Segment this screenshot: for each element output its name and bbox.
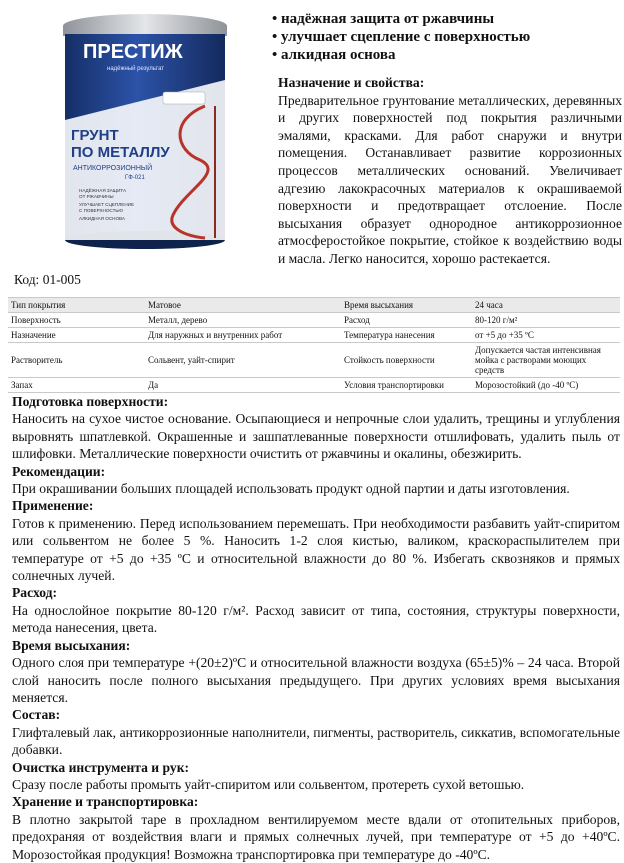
spec-cell: Металл, дерево: [145, 313, 341, 328]
section-text: Наносить на сухое чистое основание. Осыпающиеся и непрочные слои удалить, трещины и углубления выровнять шпатлевкой. Окрашенные и зашпатлеванные поверхности отшлифовать, удалить пыль от шлифовки. Металлические поверхности очистить от ржавчины и окалины, обезжирить.: [12, 411, 620, 462]
description-sections: [12, 393, 620, 863]
spec-cell: Температура нанесения: [341, 328, 472, 343]
spec-cell: 80-120 г/м²: [472, 313, 620, 328]
section-heading: Подготовка поверхности:: [12, 394, 169, 409]
product-can-image: [55, 10, 235, 250]
spec-cell: Растворитель: [8, 343, 145, 378]
feature-bullet: • алкидная основа: [272, 46, 622, 64]
can-subtitle: АНТИКОРРОЗИОННЫЙ: [73, 165, 153, 172]
can-feature: АЛКИДНАЯ ОСНОВА: [79, 216, 126, 221]
section-heading: Время высыхания:: [12, 637, 131, 653]
feature-bullets: [272, 10, 622, 64]
spec-cell: Назначение: [8, 328, 145, 343]
spec-cell: от +5 до +35 ºС: [472, 328, 620, 343]
section-text: Одного слоя при температуре +(20±2)ºС и относительной влажности воздуха (65±5)% – 24 часа. Второй слой наносить после полного высыхания предыдущего. При других условиях время высыхания меняется.: [12, 655, 620, 705]
spec-cell: Для наружных и внутренних работ: [145, 328, 341, 343]
spec-cell: Тип покрытия: [8, 298, 145, 313]
specs-table: [8, 297, 620, 393]
section-heading: Состав:: [12, 707, 61, 723]
spec-cell: 24 часа: [472, 298, 620, 313]
section-text: В плотно закрытой таре в прохладном вентилируемом месте вдали от отопительных приборов, предохраняя от воздействия влаги и прямых солнечных лучей, при температуре от +5 до +40ºС. Морозостойкая продукция! Возможна транспортировка при температуре до -40ºС.: [12, 811, 620, 862]
can-feature: УЛУЧШАЕТ СЦЕПЛЕНИЕ: [79, 202, 135, 207]
section-text: На однослойное покрытие 80-120 г/м². Расход зависит от типа, состояния, структуры поверхности, метода нанесения, цвета.: [12, 602, 620, 636]
can-code: ГФ-021: [125, 175, 145, 181]
section-heading: Рекомендации:: [12, 463, 106, 479]
section-heading: Расход:: [12, 585, 58, 601]
section-text: Готов к применению. Перед использованием перемешать. При необходимости разбавить уайт-спиритом или сольвентом не более 5 %. Наносить 1-2 слоя кистью, валиком, краскораспылителем при температуре от +5 до +35 ºС и относительной влажности до 80 %. Избегать сквозняков и прямых солнечных лучей.: [12, 515, 620, 584]
spec-row: [8, 313, 620, 328]
product-code: Код: 01-005: [14, 272, 81, 287]
spec-row: [8, 378, 620, 393]
section-text: При окрашивании больших площадей использовать продукт одной партии и даты изготовления.: [12, 481, 570, 497]
purpose-block: [278, 74, 622, 268]
spec-cell: Запах: [8, 378, 145, 393]
feature-bullet: • улучшает сцепление с поверхностью: [272, 28, 622, 46]
can-feature: НАДЁЖНАЯ ЗАЩИТА: [79, 188, 127, 193]
spec-cell: Да: [145, 378, 341, 393]
spec-row: [8, 298, 620, 313]
purpose-text: Предварительное грунтование металлических, деревянных и других поверхностей под покрытия различными эмалями, красками. Для работ снаружи и внутри помещения. Останавливает развитие коррозионных процессов металлических оснований. Увеличивает адгезию лакокрасочных материалов к окрашиваемой поверхности и предотвращает отслоение. После высыхания образует однородное антикоррозионное атмосферостойкое покрытие, стойкое к воздействию воды и масла. Легко наносится, хорошо растекается.: [278, 92, 622, 266]
can-feature: ОТ РЖАВЧИНЫ: [79, 194, 114, 199]
section-text: Глифталевый лак, антикоррозионные наполнители, пигменты, растворитель, сиккатив, вспомогательные добавки.: [12, 724, 620, 758]
spec-cell: Условия транспортировки: [341, 378, 472, 393]
can-title-line1: ГРУНТ: [71, 127, 119, 144]
feature-bullet: • надёжная защита от ржавчины: [272, 10, 622, 28]
spec-cell: Сольвент, уайт-спирит: [145, 343, 341, 378]
spec-cell: Время высыхания: [341, 298, 472, 313]
can-brand-tagline: надёжный результат: [107, 66, 165, 72]
purpose-heading: Назначение и свойства:: [278, 75, 425, 90]
section-text: Сразу после работы промыть уайт-спиритом или сольвентом, протереть сухой ветошью.: [12, 776, 525, 792]
spec-cell: Стойкость поверхности: [341, 343, 472, 378]
can-brand: ПРЕСТИЖ: [83, 41, 183, 63]
section-heading: Очистка инструмента и рук:: [12, 759, 190, 775]
spec-cell: Расход: [341, 313, 472, 328]
spec-row: [8, 343, 620, 378]
can-feature: С ПОВЕРХНОСТЬЮ: [79, 208, 124, 213]
spec-cell: Морозостойкий (до -40 ºС): [472, 378, 620, 393]
spec-cell: Поверхность: [8, 313, 145, 328]
spec-row: [8, 328, 620, 343]
can-title-line2: ПО МЕТАЛЛУ: [71, 144, 170, 161]
spec-cell: Матовое: [145, 298, 341, 313]
spec-cell: Допускается частая интенсивная мойка с растворами моющих средств: [472, 343, 620, 378]
section-heading: Хранение и транспортировка:: [12, 794, 199, 810]
section-heading: Применение:: [12, 498, 94, 514]
